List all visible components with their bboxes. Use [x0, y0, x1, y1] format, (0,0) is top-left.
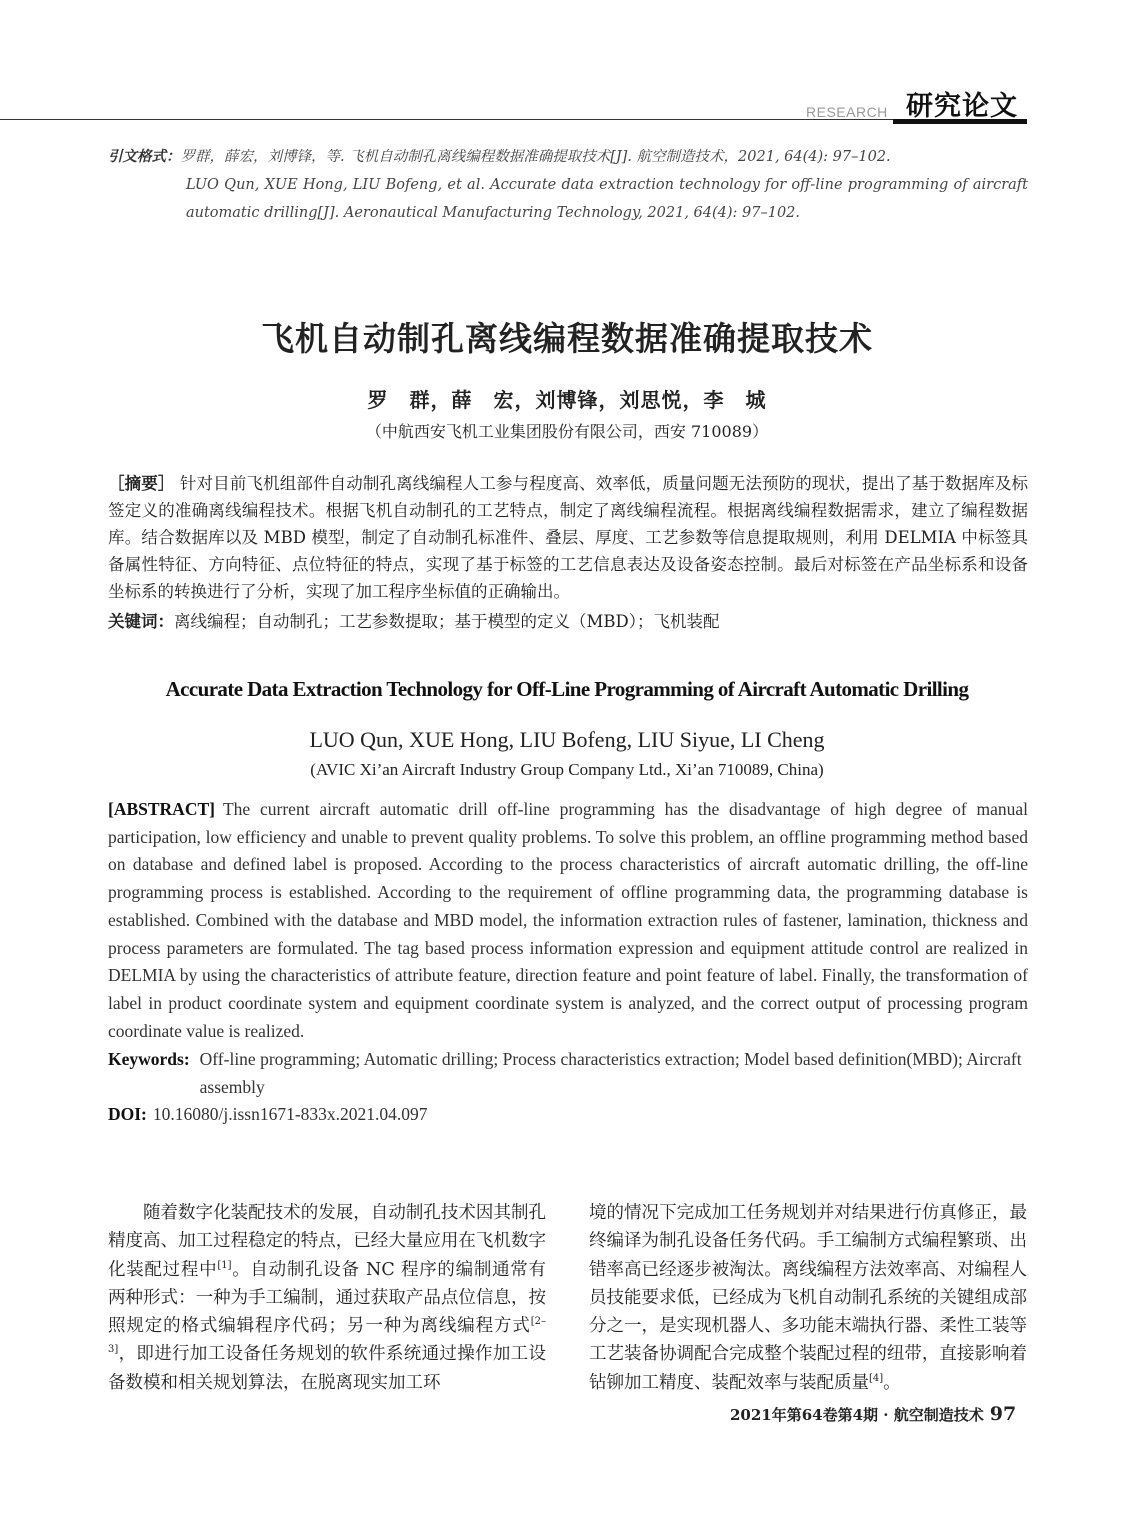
paper-title-en: Accurate Data Extraction Technology for Off-Line Programming of Aircraft Automatic Drilling [165, 677, 969, 701]
page-number: 97 [989, 1403, 1017, 1425]
citation-label: 引文格式： [108, 148, 181, 165]
body-column-left [108, 1199, 546, 1397]
doi-line [108, 1101, 1028, 1129]
citation-ref-1: [1] [217, 1259, 232, 1271]
body-right-text-b: 。 [883, 1372, 901, 1393]
citation-ref-2-3: [2–3] [108, 1316, 546, 1356]
keywords-en-text: Off-line programming; Automatic drilling; Process characteristics extraction; Model based definition(MBD); Aircraft assembly [199, 1049, 1022, 1097]
abstract-cn-label: ［摘要］ [108, 474, 175, 493]
keywords-en-label: Keywords: [108, 1049, 190, 1069]
paper-title-cn: 飞机自动制孔离线编程数据准确提取技术 [261, 319, 873, 358]
header-section-title: 研究论文 [906, 91, 1018, 122]
citation-cn-text: 罗群，薛宏，刘博锋，等. 飞机自动制孔离线编程数据准确提取技术[J]. 航空制造技术，2021, 64(4): 97–102. [180, 149, 891, 165]
body-right-text-a: 境的情况下完成加工任务规划并对结果进行仿真修正，最终编译为制孔设备任务代码。手工编制方式编程繁琐、出错率高已经逐步被淘汰。离线编程方法效率高、对编程人员技能要求低，已经成为飞机自动制孔系统的关键组成部分之一，是实现机器人、多功能末端执行器、柔性工装等工艺装备协调配合完成整个装配过程的纽带，直接影响着钻铆加工精度、装配效率与装配质量 [589, 1203, 1027, 1393]
authors-en: LUO Qun, XUE Hong, LIU Bofeng, LIU Siyue, LI Cheng [309, 727, 825, 752]
body-left-text-c: ，即进行加工设备任务规划的软件系统通过操作加工设备数模和相关规划算法，在脱离现实加工环 [108, 1344, 546, 1393]
citation-ref-4: [4] [869, 1372, 884, 1384]
citation-en: LUO Qun, XUE Hong, LIU Bofeng, et al. Accurate data extraction technology for off-line programming of aircraft automatic drilling[J]. Aeronautical Manufacturing Technology, 2021, 64(4): 97–102. [186, 177, 1028, 221]
header-rule [0, 119, 893, 120]
citation-cn [108, 143, 891, 171]
keywords-cn-text: 离线编程；自动制孔；工艺参数提取；基于模型的定义（MBD）；飞机装配 [174, 612, 720, 631]
abstract-en-text: The current aircraft automatic drill off-line programming has the disadvantage of high degree of manual participation, low efficiency and unable to prevent quality problems. To solve this problem, an offline programming method based on database and defined label is proposed. According to the process characteristics of aircraft automatic drilling, the off-line programming process is established. According to the requirement of offline programming data, the programming database is established. Combined with the database and MBD model, the information extraction rules of fastener, lamination, thickness and process parameters are formulated. The tag based process information expression and equipment attitude control are realized in DELMIA by using the characteristics of attribute feature, direction feature and point feature of label. Finally, the transformation of label in product coordinate system and equipment coordinate system is analyzed, and the correct output of processing program coordinate value is realized. [108, 799, 1028, 1041]
body-column-right [589, 1199, 1027, 1397]
affiliation-cn: （中航西安飞机工业集团股份有限公司，西安 710089） [365, 422, 769, 441]
abstract-cn-text: 针对目前飞机组部件自动制孔离线编程人工参与程度高、效率低，质量问题无法预防的现状，提出了基于数据库及标签定义的准确离线编程技术。根据飞机自动制孔的工艺特点，制定了离线编程流程。根据离线编程数据需求，建立了编程数据库。结合数据库以及 MBD 模型，制定了自动制孔标准件、叠层、厚度、工艺参数等信息提取规则，利用 DELMIA 中标签具备属性特征、方向特征、点位特征的特点，实现了基于标签的工艺信息表达及设备姿态控制。最后对标签在产品坐标系和设备坐标系的转换进行了分析，实现了加工程序坐标值的正确输出。 [108, 474, 1029, 601]
keywords-cn [108, 608, 1028, 635]
authors-cn: 罗 群，薛 宏，刘博锋，刘思悦，李 城 [367, 388, 767, 412]
header-research-label: RESEARCH [806, 104, 888, 120]
keywords-cn-label: 关键词： [108, 612, 174, 631]
page-footer [730, 1403, 1016, 1425]
doi-label: DOI: [108, 1104, 147, 1124]
footer-journal: 2021年第64卷第4期 · 航空制造技术 [730, 1406, 984, 1424]
keywords-en [108, 1046, 1028, 1101]
affiliation-en: (AVIC Xi’an Aircraft Industry Group Company Ltd., Xi’an 710089, China) [310, 760, 824, 779]
abstract-cn [108, 470, 1028, 605]
doi-value: 10.16080/j.issn1671-833x.2021.04.097 [152, 1104, 428, 1124]
body-left-text-a: 随着数字化装配技术的发展，自动制孔技术因其制孔精度高、加工过程稳定的特点，已经大量应用在飞机数字化装配过程中 [108, 1203, 546, 1280]
abstract-en [108, 796, 1028, 1045]
body-left-text-b: 。自动制孔设备 NC 程序的编制通常有两种形式：一种为手工编制，通过获取产品点位信息，按照规定的格式编辑程序代码；另一种为离线编程方式 [108, 1259, 547, 1337]
abstract-en-label: [ABSTRACT] [108, 799, 215, 819]
